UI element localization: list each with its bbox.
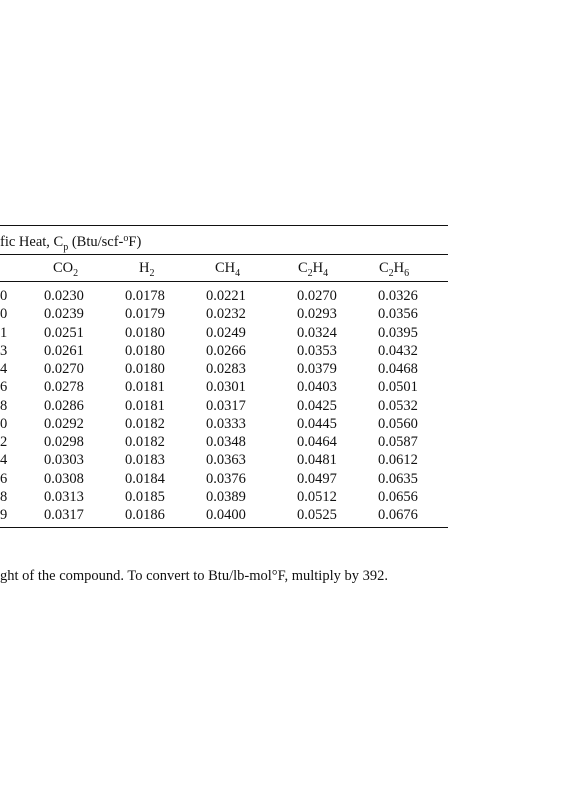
table-cell: 0.0278 [44, 379, 84, 396]
table-cell: 0.0182 [125, 415, 165, 432]
table-cell: 0.0525 [297, 507, 337, 523]
table-cell: 0.0317 [206, 397, 246, 414]
table-cell: 0.0676 [378, 507, 418, 523]
table-cell: 0.0180 [125, 342, 165, 359]
table-row [0, 287, 448, 305]
caption-rule [0, 254, 448, 255]
row-label-cell: 3 [0, 342, 8, 359]
table-cell: 0.0313 [44, 488, 84, 505]
table-cell: 0.0425 [297, 397, 337, 414]
table-cell: 0.0468 [378, 361, 418, 377]
table-cell: 0.0266 [206, 342, 246, 359]
table-row [0, 451, 448, 469]
table-cell: 0.0239 [44, 306, 84, 323]
table-cell: 0.0400 [206, 507, 246, 523]
table-cell: 0.0333 [206, 415, 246, 432]
table-row [0, 397, 448, 415]
table-cell: 0.0251 [44, 324, 84, 341]
table-cell: 0.0445 [297, 415, 337, 432]
row-label-cell: 0 [0, 415, 8, 432]
table-cell: 0.0270 [44, 361, 84, 377]
row-label-cell: 4 [0, 361, 8, 377]
table-row [0, 470, 448, 488]
column-header-h2: $H_2$ [139, 260, 155, 279]
caption-suffix: (Btu/scf- [68, 234, 124, 250]
table-cell: 0.0178 [125, 288, 165, 304]
table-row [0, 433, 448, 451]
table-cell: 0.0656 [378, 488, 418, 505]
table-cell: 0.0182 [125, 434, 165, 450]
table-footnote: ght of the compound. To convert to Btu/lb-mol°F, multiply by 392. [0, 568, 388, 584]
table-row [0, 360, 448, 378]
table-cell: 0.0432 [378, 342, 418, 359]
table-cell: 0.0560 [378, 415, 418, 432]
row-label-cell: 0 [0, 288, 8, 304]
column-header-c2h6: $C_2H_6$ [379, 260, 410, 279]
table-cell: 0.0183 [125, 452, 165, 469]
caption-degree: o [123, 233, 129, 244]
caption-subscript: p [63, 242, 69, 253]
table-row [0, 488, 448, 506]
table-cell: 0.0230 [44, 288, 84, 304]
table-cell: 0.0292 [44, 415, 84, 432]
table-row [0, 378, 448, 396]
table-cell: 0.0181 [125, 379, 165, 396]
table-cell: 0.0481 [297, 452, 337, 469]
table-cell: 0.0301 [206, 379, 246, 396]
table-cell: 0.0356 [378, 306, 418, 323]
table-cell: 0.0179 [125, 306, 165, 323]
table-cell: 0.0270 [297, 288, 337, 304]
table-cell: 0.0353 [297, 342, 337, 359]
caption-prefix: fic Heat, C [0, 234, 64, 250]
table-cell: 0.0317 [44, 507, 84, 523]
column-header-ch4: $CH_4$ [215, 260, 241, 279]
table-cell: 0.0283 [206, 361, 246, 377]
row-label-cell: 4 [0, 452, 8, 469]
table-cell: 0.0232 [206, 306, 246, 323]
row-label-cell: 9 [0, 507, 8, 523]
column-header-c2h4: $C_2H_4$ [298, 260, 329, 279]
table-cell: 0.0403 [297, 379, 337, 396]
table-row [0, 506, 448, 524]
table-cell: 0.0635 [378, 470, 418, 487]
table-cell: 0.0395 [378, 324, 418, 341]
table-cell: 0.0261 [44, 342, 84, 359]
table-cell: 0.0181 [125, 397, 165, 414]
table-row [0, 324, 448, 342]
table-cell: 0.0221 [206, 288, 246, 304]
table-cell: 0.0308 [44, 470, 84, 487]
table-cell: 0.0324 [297, 324, 337, 341]
table-cell: 0.0501 [378, 379, 418, 396]
table-cell: 0.0464 [297, 434, 337, 450]
table-cell: 0.0293 [297, 306, 337, 323]
table-cell: 0.0303 [44, 452, 84, 469]
row-label-cell: 1 [0, 324, 8, 341]
row-label-cell: 6 [0, 470, 8, 487]
table-cell: 0.0348 [206, 434, 246, 450]
table-cell: 0.0376 [206, 470, 246, 487]
row-label-cell: 8 [0, 488, 8, 505]
table-cell: 0.0186 [125, 507, 165, 523]
table-cell: 0.0532 [378, 397, 418, 414]
table-cell: 0.0612 [378, 452, 418, 469]
table-cell: 0.0286 [44, 397, 84, 414]
table-cell: 0.0389 [206, 488, 246, 505]
table-top-rule [0, 225, 448, 226]
table-cell: 0.0180 [125, 324, 165, 341]
table-row [0, 342, 448, 360]
table-bottom-rule [0, 527, 448, 528]
table-row [0, 305, 448, 323]
table-cell: 0.0185 [125, 488, 165, 505]
table-caption [0, 230, 141, 257]
row-label-cell: 6 [0, 379, 8, 396]
caption-end: F) [128, 234, 142, 250]
table-cell: 0.0298 [44, 434, 84, 450]
table-cell: 0.0512 [297, 488, 337, 505]
row-label-cell: 2 [0, 434, 8, 450]
table-cell: 0.0249 [206, 324, 246, 341]
table-cell: 0.0180 [125, 361, 165, 377]
table-row [0, 415, 448, 433]
table-cell: 0.0379 [297, 361, 337, 377]
header-rule [0, 281, 448, 282]
table-cell: 0.0363 [206, 452, 246, 469]
table-cell: 0.0587 [378, 434, 418, 450]
table-body [0, 287, 448, 524]
table-cell: 0.0184 [125, 470, 165, 487]
table-cell: 0.0497 [297, 470, 337, 487]
row-label-cell: 0 [0, 306, 8, 323]
column-header-co2: $CO_2$ [53, 260, 79, 279]
table-cell: 0.0326 [378, 288, 418, 304]
row-label-cell: 8 [0, 397, 8, 414]
